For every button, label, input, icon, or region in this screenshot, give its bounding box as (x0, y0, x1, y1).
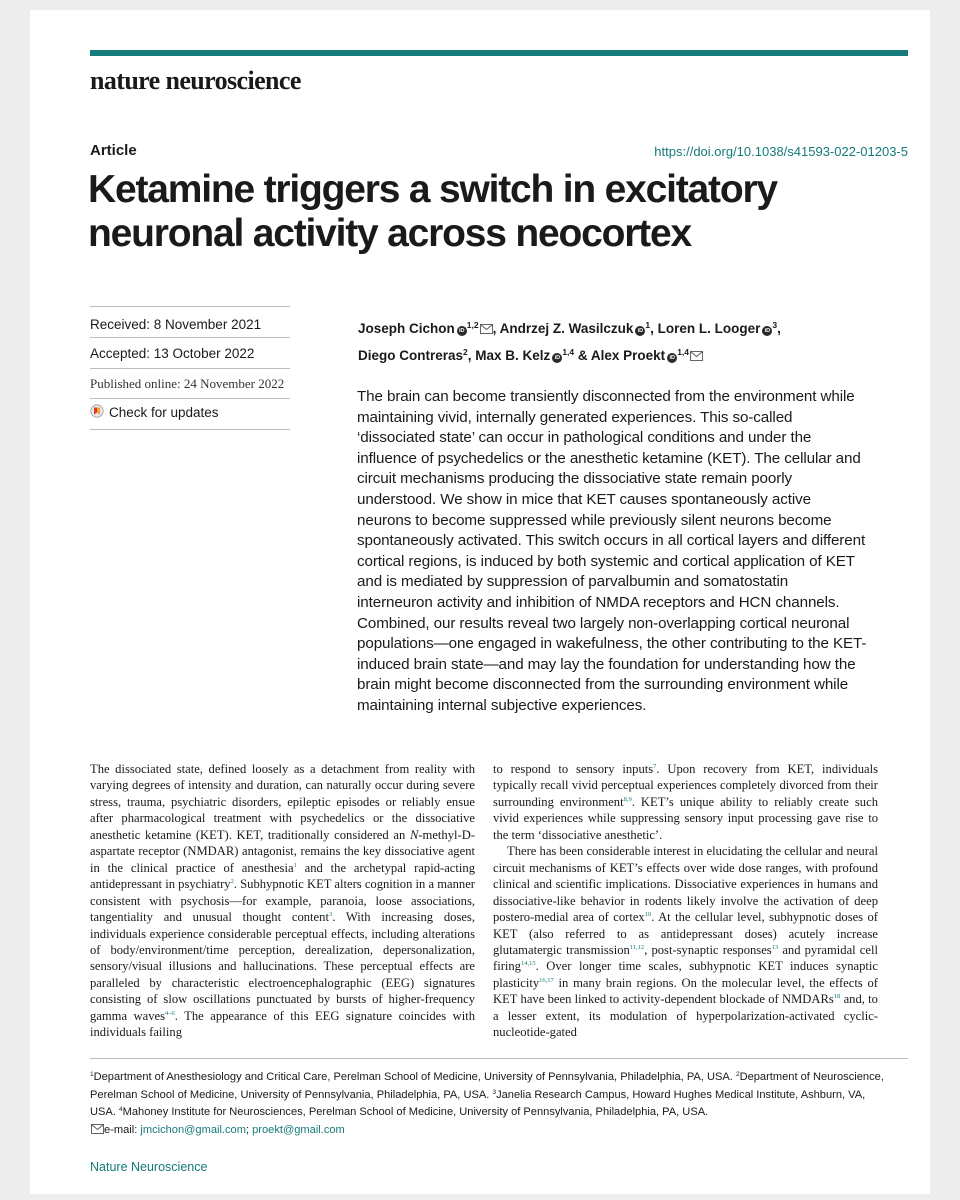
article-type-label: Article (90, 142, 137, 159)
body-column-left (90, 761, 475, 1041)
affiliation-text: Janelia Research Campus, Howard Hughes Medical Institute, Ashburn, VA, USA. (90, 1088, 866, 1118)
divider (90, 306, 290, 307)
body-text: and, to a lesser extent, its modulation of hyperpolarization-activated cyclic-nucleotide-gated (493, 992, 878, 1040)
author-affiliation: 1 (645, 320, 651, 330)
citation-ref[interactable]: 14,15 (520, 960, 536, 968)
check-for-updates-label: Check for updates (109, 405, 219, 420)
affiliation-number: 4 (118, 1106, 123, 1113)
body-text: , post-synaptic responses (644, 942, 772, 957)
affiliation-number: 2 (735, 1071, 740, 1078)
body-text: and the archetypal rapid-acting antidepressant in psychiatry (90, 860, 475, 892)
divider (90, 368, 290, 369)
author-affiliation: 1,4 (562, 347, 575, 357)
author-name: Diego Contreras (358, 348, 464, 363)
email-link[interactable]: proekt@gmail.com (252, 1123, 345, 1136)
italic-text: N (409, 827, 419, 842)
citation-ref[interactable]: 18 (833, 993, 841, 1001)
author-name: Alex Proekt (590, 348, 666, 363)
email-icon (91, 1123, 104, 1141)
body-text: . The appearance of this EEG signature coincides with individuals failing (90, 1008, 475, 1040)
author-list (358, 314, 828, 368)
orcid-icon[interactable]: iD (457, 326, 467, 336)
email-label: e-mail: (104, 1123, 141, 1136)
citation-ref[interactable]: 1 (293, 861, 297, 869)
affiliation-number: 1 (90, 1071, 94, 1078)
body-text: -methyl-D-aspartate receptor (NMDAR) antagonist, remains the key dissociative agent in the clinical practice of anesthesia (90, 827, 475, 875)
author-affiliation: 3 (772, 320, 778, 330)
author-separator: , (492, 321, 500, 336)
author-affiliation: 2 (463, 347, 468, 357)
author-affiliation: 1,2 (466, 320, 479, 330)
affiliation-text: Mahoney Institute for Neurosciences, Perelman School of Medicine, University of Pennsylvania, Philadelphia, PA, USA. (122, 1106, 709, 1118)
citation-ref[interactable]: 11,12 (629, 943, 645, 951)
orcid-icon[interactable]: iD (552, 353, 562, 363)
author-affiliation: 1,4 (677, 347, 690, 357)
citation-ref[interactable]: 4–6 (165, 1009, 175, 1017)
body-text: There has been considerable interest in elucidating the cellular and neural circuit mechanisms of KET’s effects over wide dose ranges, with profound clinical and scientific implications. Dissociative experiences in humans and dissociative-like behavior in rodents likely involve the activation of deep postero-medial area of cortex (493, 844, 878, 925)
body-paragraph (90, 761, 475, 1041)
divider (90, 429, 290, 430)
affiliation-list (90, 1069, 890, 1122)
body-text: . Upon recovery from KET, individuals typically recall vivid perceptual experiences completely divorced from their surrounding environment (493, 762, 878, 809)
orcid-icon[interactable]: iD (667, 353, 677, 363)
citation-ref[interactable]: 10 (644, 911, 652, 919)
body-text: in many brain regions. On the molecular level, the effects of KET have been linked to activity-dependent blockade of NMDARs (493, 975, 878, 1007)
body-text: to respond to sensory inputs (493, 762, 654, 776)
orcid-icon[interactable]: iD (635, 326, 645, 336)
received-date: Received: 8 November 2021 (90, 317, 262, 332)
author-name: Loren L. Looger (657, 321, 761, 336)
citation-ref[interactable]: 13 (771, 943, 779, 951)
orcid-icon[interactable]: iD (762, 326, 772, 336)
affiliation-text: Department of Neuroscience, Perelman School of Medicine, University of Pennsylvania, Philadelphia, PA, USA. (90, 1071, 884, 1101)
divider (90, 337, 290, 338)
doi-link[interactable]: https://doi.org/10.1038/s41593-022-01203-5 (654, 144, 908, 159)
published-date: Published online: 24 November 2022 (90, 376, 285, 391)
citation-ref[interactable]: 7 (653, 763, 657, 770)
accepted-date: Accepted: 13 October 2022 (90, 346, 255, 361)
footnote-divider (90, 1058, 908, 1059)
footer-journal-name: Nature Neuroscience (90, 1160, 208, 1174)
citation-ref[interactable]: 3 (328, 911, 333, 919)
body-paragraph (493, 843, 878, 1040)
citation-ref[interactable]: 16,17 (539, 976, 554, 984)
affiliation-number: 3 (492, 1088, 497, 1096)
journal-name: nature neuroscience (90, 66, 301, 95)
body-text: The dissociated state, defined loosely as a detachment from reality with varying degrees of intensity and duration, can naturally occur during severe stress, trauma, psychiatric disorders, epileptic episodes or reliably ensue after pharmacological treatment with psychedelics or the dissociative anesthetic ketamine (KET). KET, traditionally considered an (90, 762, 475, 842)
correspondence-emails (90, 1122, 890, 1141)
email-link[interactable]: jmcichon@gmail.com (140, 1123, 246, 1136)
body-column-right (493, 761, 878, 1041)
email-icon (480, 319, 493, 341)
affiliations-footnote (90, 1069, 890, 1140)
author-name: Max B. Kelz (475, 348, 551, 363)
body-text: . At the cellular level, subhypnotic doses of KET (also referred to as antidepressant doses) acutely increase glutamatergic transmission (493, 910, 878, 957)
email-icon (690, 346, 703, 368)
email-separator: ; (245, 1123, 253, 1136)
article-title: Ketamine triggers a switch in excitatory neuronal activity across neocortex (88, 168, 777, 255)
body-paragraph (493, 761, 878, 843)
body-text: . With increasing doses, individuals experience considerable perceptual effects, including alterations of body/environment/time perception, derealization, depersonalization, sensory/visual illusions and hallucinations. These perceptual effects are paralleled by characteristic electroencephalographic (EEG) signatures consisting of slow oscillations punctuated by bursts of higher-frequency gamma waves (90, 910, 475, 1023)
article-page (30, 10, 930, 1194)
author-separator: , (650, 321, 658, 336)
citation-ref[interactable]: 2 (230, 878, 234, 886)
author-separator: & (574, 348, 591, 363)
author-name: Andrzej Z. Wasilczuk (499, 321, 634, 336)
author-separator: , (777, 321, 781, 336)
author-name: Joseph Cichon (358, 321, 455, 336)
check-for-updates-icon (90, 404, 104, 421)
divider (90, 398, 290, 399)
abstract: The brain can become transiently disconnected from the environment while maintaining vivid, internally generated experiences. This so-called ‘dissociated state’ can occur in pathological conditions and under the influence of psychedelics or the anesthetic ketamine (KET). The cellular and circuit mechanisms producing the dissociative state remain poorly understood. We show in mice that KET causes spontaneously active neurons to become suppressed while previously silent neurons become spontaneously activated. This switch occurs in all cortical layers and different cortical regions, is induced by both systemic and cortical application of KET and is mediated by suppression of parvalbumin and somatostatin interneuron activity and inhibition of NMDA receptors and HCN channels. Combined, our results reveal two largely non-overlapping cortical neuronal populations—one engaged in wakefulness, the other contributing to the KET-induced brain state—and may lay the foundation for understanding how the brain might become disconnected from the surrounding environment while maintaining internal subjective experiences. (357, 388, 867, 714)
journal-header-bar (90, 50, 908, 56)
body-text: . KET’s unique ability to reliably create such vivid experiences while suppressing sensory input processing gave rise to the term ‘dissociative anesthetic’. (493, 794, 878, 842)
citation-ref[interactable]: 8,9 (623, 795, 632, 803)
affiliation-text: Department of Anesthesiology and Critical Care, Perelman School of Medicine, University of Pennsylvania, Philadelphia, PA, USA. (93, 1071, 736, 1083)
body-text: . Over longer time scales, subhypnotic KET induces synaptic plasticity (493, 959, 878, 990)
body-text: . Subhypnotic KET alters cognition in a manner consistent with psychosis—for example, paranoia, loose associations, tangentiality and unusual thought content (90, 877, 475, 925)
check-for-updates-button[interactable] (90, 404, 219, 421)
author-separator: , (467, 348, 476, 363)
body-text: and pyramidal cell firing (493, 942, 878, 974)
